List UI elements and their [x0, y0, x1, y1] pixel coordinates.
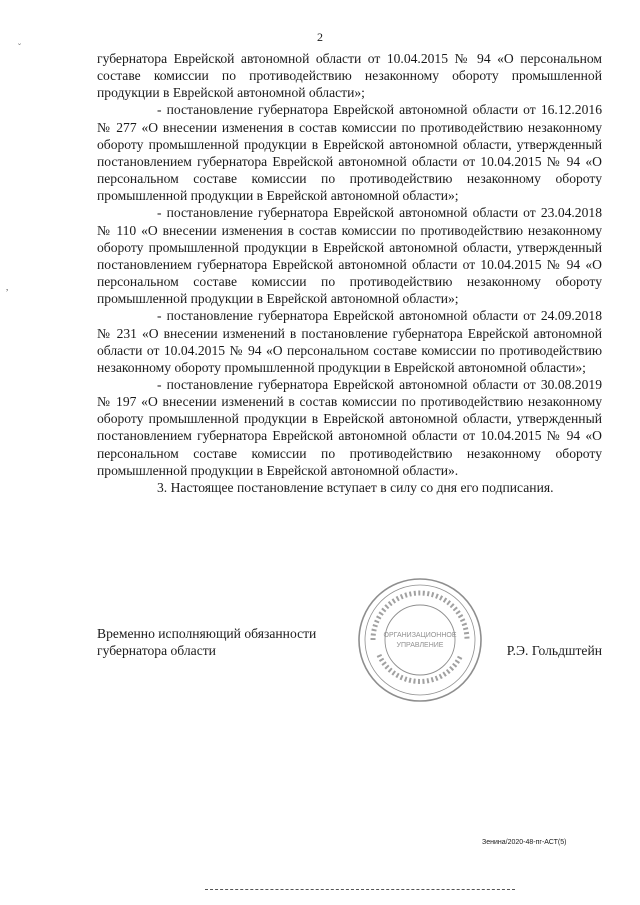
signer-name: Р.Э. Гольдштейн: [506, 643, 602, 658]
document-body: [97, 50, 602, 496]
scan-mark: ˘: [18, 42, 21, 52]
paragraph-resolution-2019: - постановление губернатора Еврейской автономной области от 30.08.2019 № 197 «О внесении изменений в состав комиссии по противодействию незаконному обороту промышленной продукции в Еврейской автономной области, утвержденный постановлением губернатора Еврейской автономной области от 10.04.2015 № 94 «О персональном составе комиссии по противодействию незаконному обороту промышленной продукции в Еврейской автономной области».: [97, 376, 602, 478]
signer-position-line2: губернатора области: [97, 643, 216, 658]
paragraph-resolution-2018-110: - постановление губернатора Еврейской автономной области от 23.04.2018 № 110 «О внесении изменения в состав комиссии по противодействию незаконному обороту промышленной продукции в Еврейской автономной области, утвержденный постановлением губернатора Еврейской автономной области от 10.04.2015 № 94 «О персональном составе комиссии по противодействию незаконному обороту промышленной продукции в Еврейской автономной области»;: [97, 205, 602, 307]
page-number: 2: [317, 30, 323, 44]
bottom-divider: [205, 889, 515, 890]
signature-block: [97, 625, 602, 659]
paragraph-resolution-2016: - постановление губернатора Еврейской автономной области от 16.12.2016 № 277 «О внесении изменения в состав комиссии по противодействию незаконному обороту промышленной продукции в Еврейской автономной области, утвержденный постановлением губернатора Еврейской автономной области от 10.04.2015 № 94 «О персональном составе комиссии по противодействию незаконному обороту промышленной продукции в Еврейской автономной области»;: [97, 102, 602, 204]
stamp-text-line1: ОРГАНИЗАЦИОННОЕ: [383, 632, 457, 639]
stamp-text-line2: УПРАВЛЕНИЕ: [396, 642, 444, 649]
paragraph-resolution-2018-231: - постановление губернатора Еврейской автономной области от 24.09.2018 № 231 «О внесении изменений в постановление губернатора Еврейской автономной области от 10.04.2015 № 94 «О персональном составе комиссии по противодействию незаконному обороту промышленной продукции в Еврейской автономной области»;: [97, 308, 602, 375]
scan-mark: ,: [6, 282, 9, 292]
document-reference: Зенина/2020-48-пг-АСТ(5): [482, 839, 567, 846]
paragraph-effective-date: 3. Настоящее постановление вступает в силу со дня его подписания.: [157, 479, 554, 495]
signer-position-line1: Временно исполняющий обязанности: [97, 626, 317, 641]
paragraph-continuation: губернатора Еврейской автономной области от 10.04.2015 № 94 «О персональном составе комиссии по противодействию незаконному обороту промышленной продукции в Еврейской автономной области»;: [97, 51, 602, 101]
